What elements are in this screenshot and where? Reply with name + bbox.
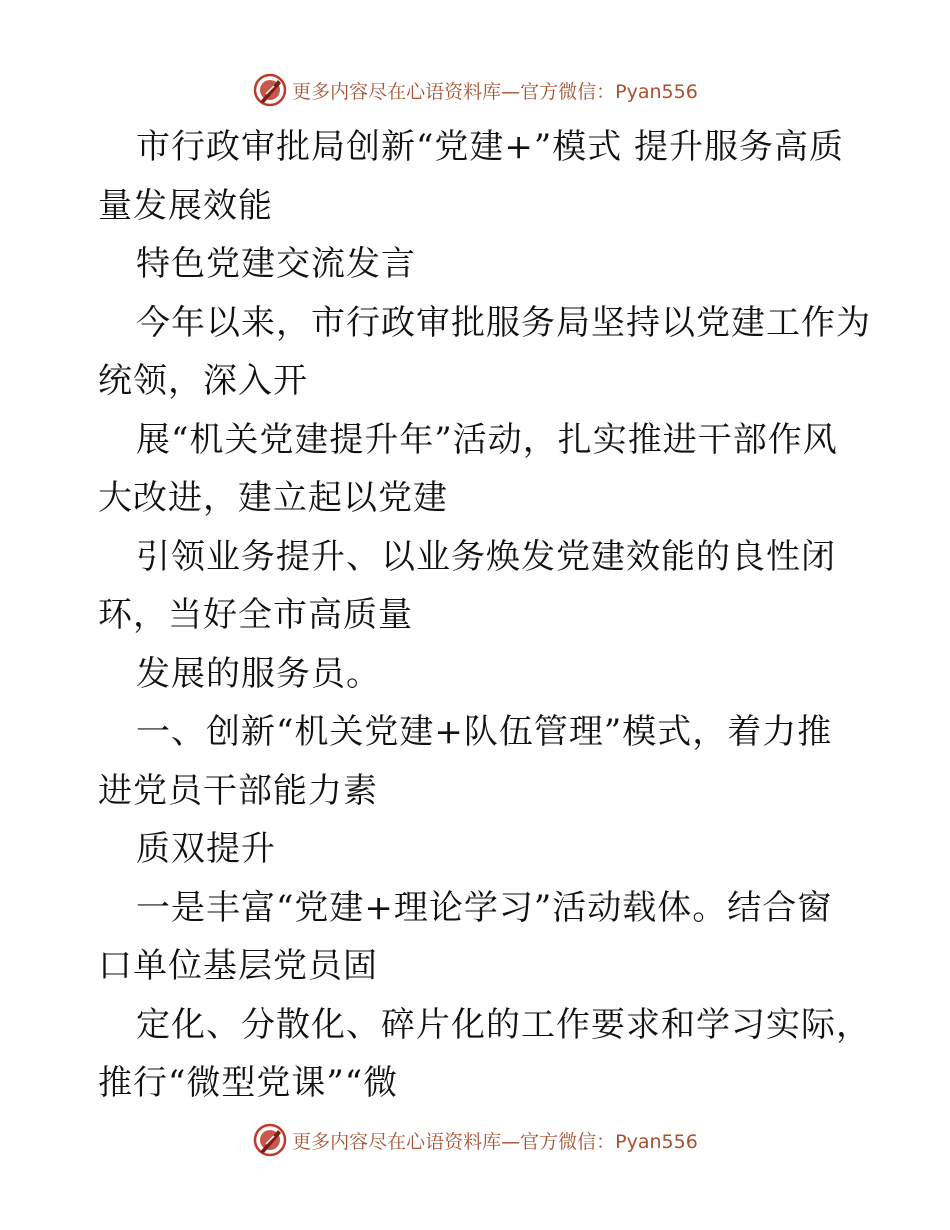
- paragraph-line: 大改进，建立起以党建: [98, 478, 448, 518]
- paragraph-line: 推行“微型党课”“微: [98, 1063, 399, 1103]
- feather-pen-seal-icon: [252, 1122, 288, 1158]
- paragraph-line: 定化、分散化、碎片化的工作要求和学习实际，: [136, 1004, 871, 1045]
- paragraph-line: 一是丰富“党建+理论学习”活动载体。结合窗: [136, 887, 833, 928]
- paragraph-line: 进党员干部能力素: [98, 770, 378, 811]
- paragraph-line: 发展的服务员。: [136, 653, 381, 694]
- header-watermark: [0, 70, 950, 110]
- paragraph-line: 量发展效能: [98, 185, 273, 226]
- paragraph-line: 今年以来，市行政审批服务局坚持以党建工作为: [136, 302, 871, 343]
- paragraph-line: 引领业务提升、以业务焕发党建效能的良性闭: [136, 536, 836, 577]
- feather-pen-seal-icon: [252, 72, 288, 108]
- paragraph-line: 口单位基层党员固: [98, 946, 378, 986]
- paragraph-line: 市行政审批局创新“党建+”模式 提升服务高质: [136, 127, 845, 167]
- paragraph-line: 环，当好全市高质量: [98, 595, 413, 635]
- paragraph-line: 统领，深入开: [98, 361, 308, 401]
- paragraph-line: 展“机关党建提升年”活动，扎实推进干部作风: [136, 419, 838, 460]
- paragraph-line: 特色党建交流发言: [136, 244, 416, 284]
- watermark-text: 更多内容尽在心语资料库—官方微信：Pyan556: [292, 80, 698, 103]
- watermark-text: 更多内容尽在心语资料库—官方微信：Pyan556: [292, 1130, 698, 1153]
- document-body: [98, 118, 871, 1113]
- paragraph-line: 一、创新“机关党建+队伍管理”模式，着力推: [136, 712, 833, 752]
- paragraph-line: 质双提升: [136, 829, 276, 869]
- footer-watermark: [0, 1120, 950, 1160]
